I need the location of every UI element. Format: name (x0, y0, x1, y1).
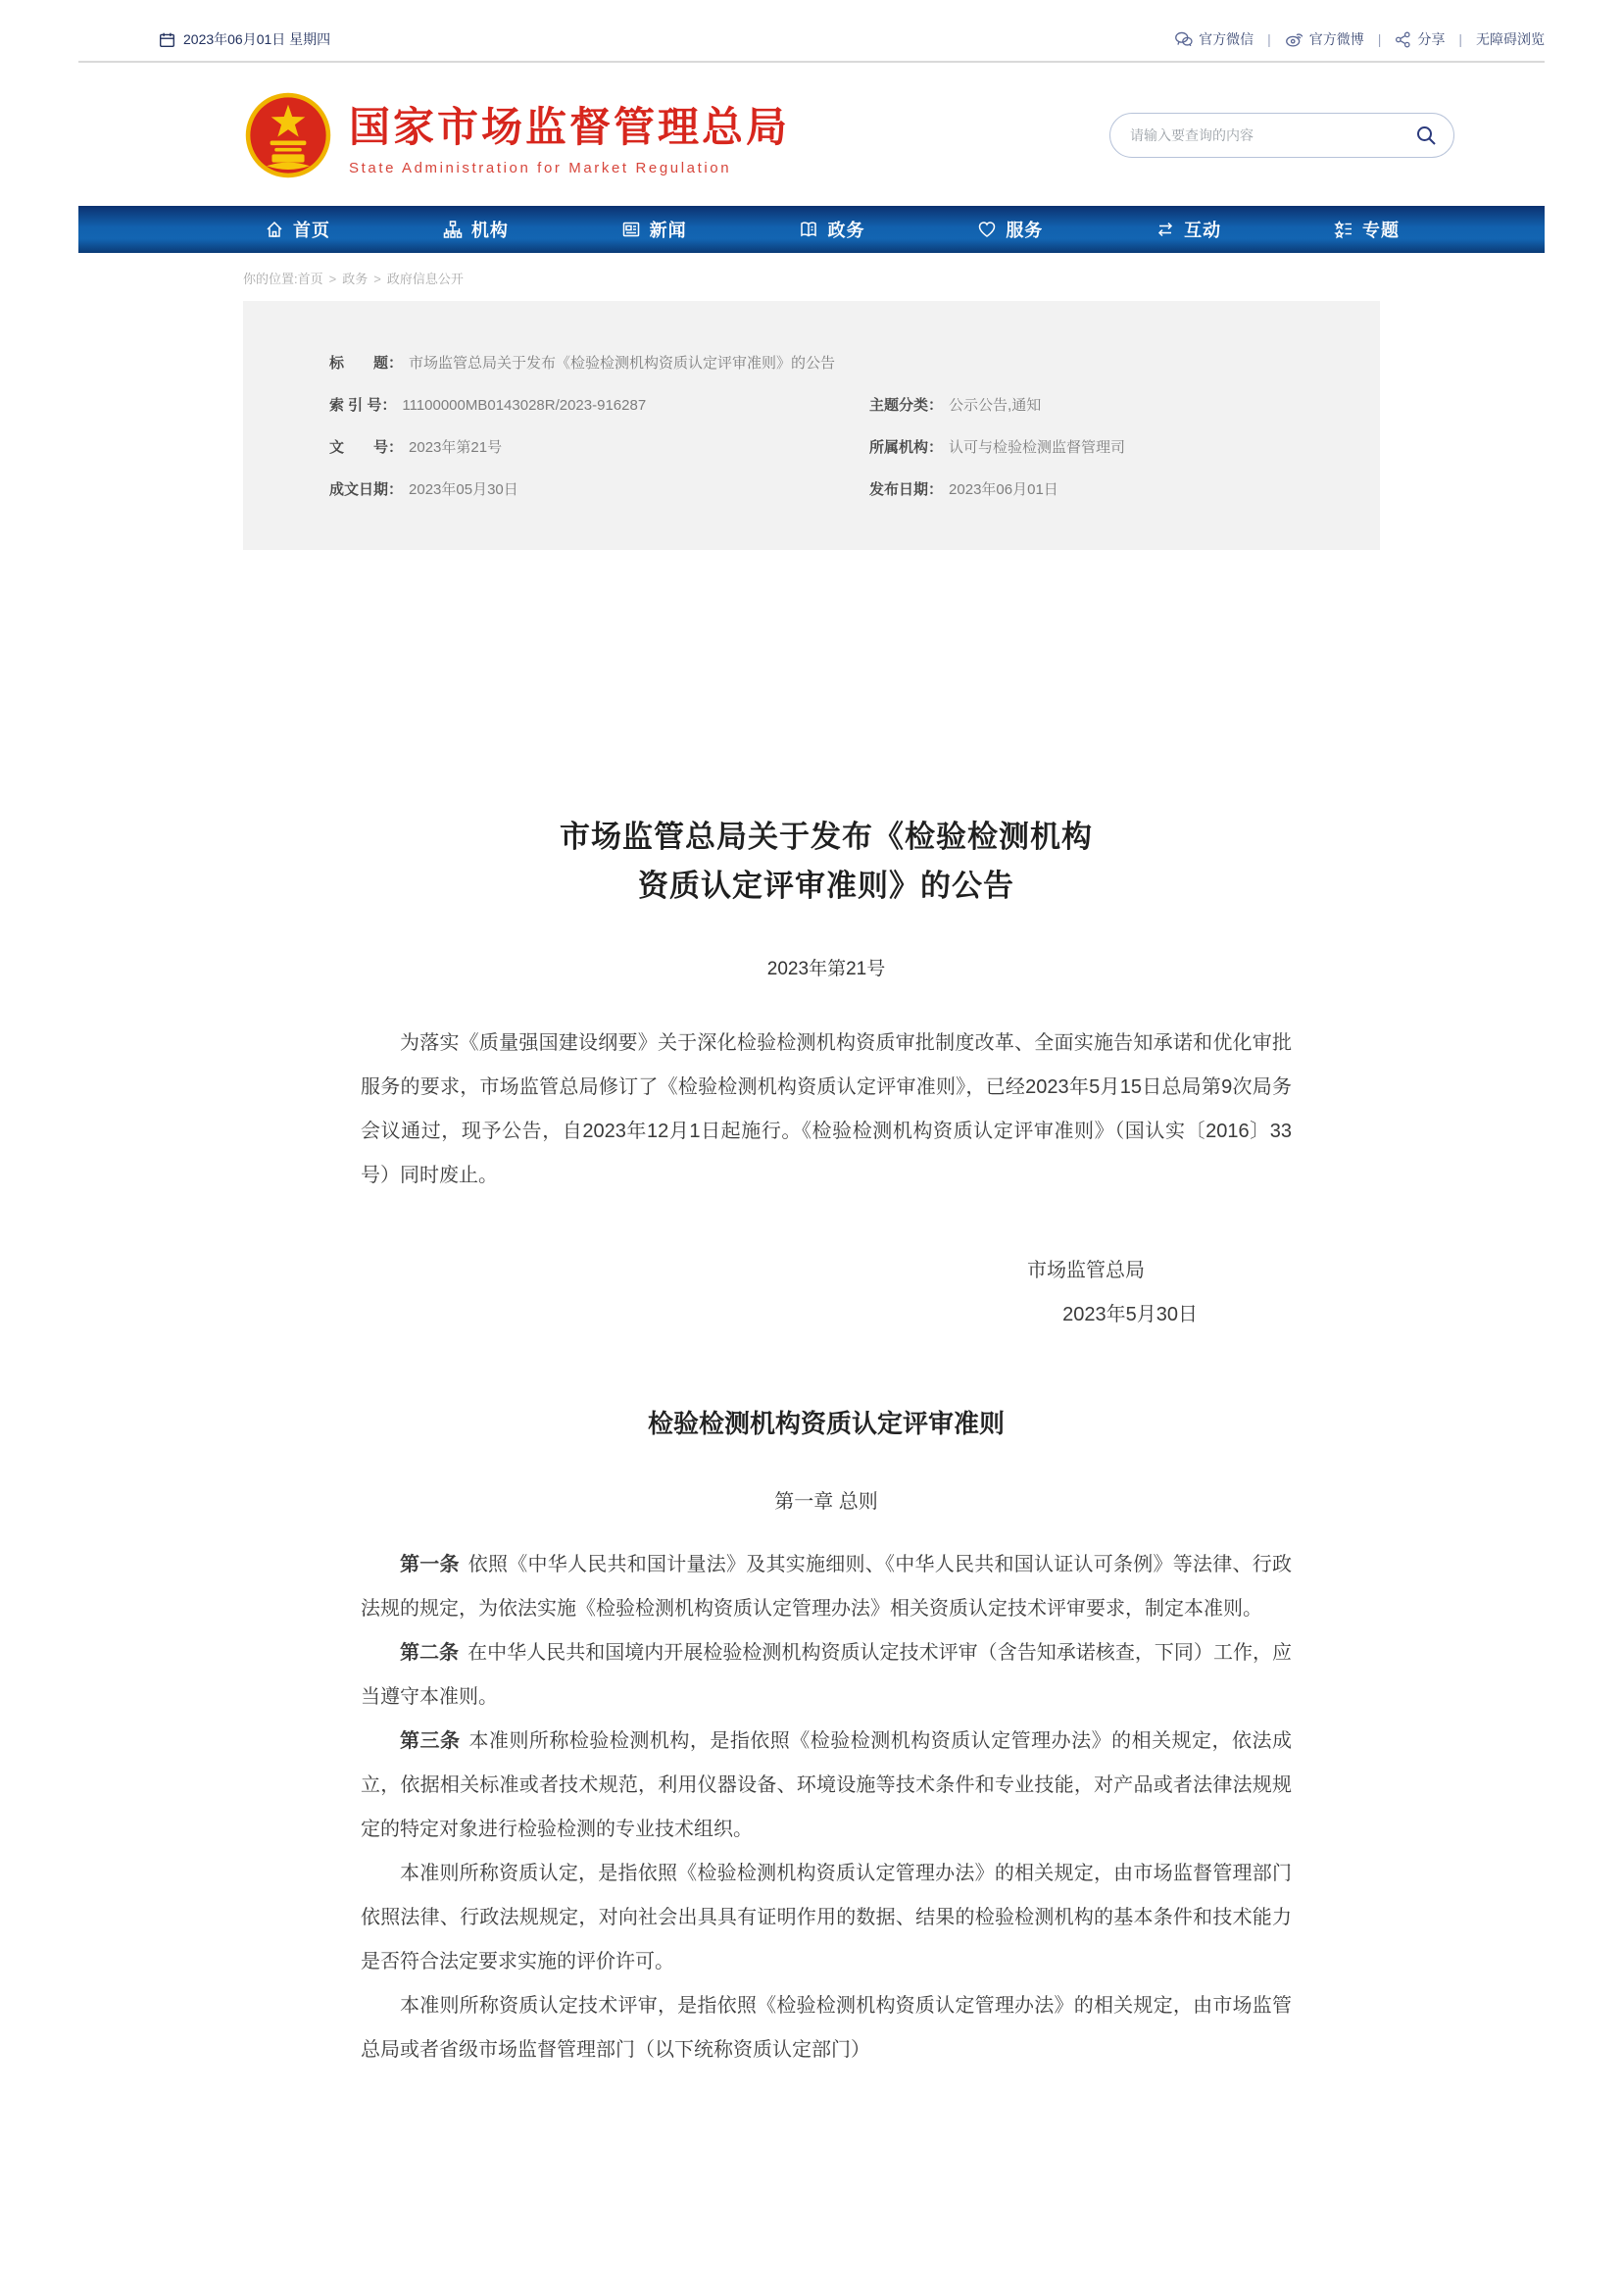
signature-block (361, 1249, 1292, 1337)
top-links (1174, 29, 1545, 49)
meta-index-cell (329, 394, 869, 415)
home-icon (265, 220, 284, 239)
site-header (78, 63, 1545, 206)
site-logo[interactable] (243, 90, 790, 180)
meta-agency-label: 所属机构： (869, 439, 944, 456)
rule-paragraphs (361, 1543, 1292, 2072)
nav-item-home[interactable] (265, 217, 330, 242)
accessibility-link[interactable] (1476, 29, 1545, 49)
meta-written-date-value: 2023年05月30日 (409, 481, 518, 498)
nav-item-gov-affairs[interactable] (799, 217, 864, 242)
wechat-icon (1174, 31, 1193, 47)
document-metadata (243, 301, 1380, 550)
main-navigation (78, 206, 1545, 253)
chapter-title: 第一章 总则 (774, 1491, 878, 1513)
meta-publish-date-cell (869, 478, 1294, 499)
meta-row-docnum (329, 436, 1294, 457)
rule-paragraph-1 (361, 1543, 1292, 1631)
breadcrumb (78, 253, 1545, 301)
meta-category-value: 公示公告,通知 (949, 397, 1042, 414)
official-wechat-link[interactable] (1174, 29, 1254, 49)
star-list-icon (1334, 220, 1353, 239)
nav-label-topics: 专题 (1361, 221, 1400, 240)
article-lead: 第一条 (400, 1554, 460, 1575)
breadcrumb-home[interactable]: 首页 (297, 272, 323, 286)
meta-written-date-cell (329, 478, 869, 499)
announcement-text: 为落实《质量强国建设纲要》关于深化检验检测机构资质审批制度改革、全面实施告知承诺和优化审批服务的要求，市场监管总局修订了《检验检测机构资质认定评审准则》，已经2023年5月15日总局第9次局务会议通过，现予公告，自2023年12月1日起施行。《检验检测机构资质认定评审准则》（国认实〔2016〕33号）同时废止。 (361, 1032, 1292, 1186)
signature-date: 2023年5月30日 (1062, 1304, 1198, 1325)
official-weibo-label: 官方微博 (1308, 31, 1364, 47)
nav-label-org: 机构 (470, 221, 509, 240)
divider: | (1377, 31, 1382, 47)
news-icon (621, 220, 641, 239)
article-text: 本准则所称检验检测机构，是指依照《检验检测机构资质认定管理办法》的相关规定，依法成立，依据相关标准或者技术规范，利用仪器设备、环境设施等技术条件和专业技能，对产品或者法律法规规定的特定对象进行检验检测的专业技术组织。 (361, 1730, 1293, 1840)
meta-docnum-label: 文 号： (329, 439, 404, 456)
calendar-icon (159, 31, 175, 48)
meta-title-value: 市场监管总局关于发布《检验检测机构资质认定评审准则》的公告 (409, 355, 836, 372)
nav-item-org[interactable] (443, 217, 509, 242)
national-emblem-icon (243, 90, 333, 180)
search-button[interactable] (1414, 124, 1438, 147)
article-text: 依照《中华人民共和国计量法》及其实施细则、《中华人民共和国认证认可条例》等法律、行政法规的规定，为依法实施《检验检测机构资质认定管理办法》相关资质认定技术评审要求，制定本准则。 (361, 1554, 1292, 1620)
top-utility-bar (78, 0, 1545, 63)
article-title (361, 813, 1292, 911)
nav-label-interaction: 互动 (1184, 221, 1222, 240)
open-book-icon (799, 220, 818, 239)
share-icon (1395, 31, 1411, 48)
meta-index-label: 索 引 号： (329, 397, 397, 414)
article-text: 在中华人民共和国境内开展检验检测机构资质认定技术评审（含告知承诺核查，下同）工作，应当遵守本准则。 (361, 1642, 1293, 1708)
current-date: 2023年06月01日 星期四 (183, 31, 331, 47)
meta-publish-date-value: 2023年06月01日 (949, 481, 1058, 498)
document-panel (243, 301, 1380, 2072)
article-title-line2: 资质认定评审准则》的公告 (638, 869, 1014, 903)
weibo-icon (1285, 31, 1303, 47)
rule-paragraph-3 (361, 1720, 1292, 1852)
article-body (243, 813, 1380, 2072)
search-box (1109, 113, 1454, 158)
article-text: 本准则所称资质认定技术评审，是指依照《检验检测机构资质认定管理办法》的相关规定，由市场监管总局或者省级市场监督管理部门（以下统称资质认定部门） (361, 1995, 1292, 2061)
meta-title-cell (329, 352, 835, 373)
breadcrumb-separator: > (373, 272, 381, 286)
meta-written-date-label: 成文日期： (329, 481, 404, 498)
heart-icon (977, 220, 997, 239)
breadcrumb-info-disclosure[interactable]: 政府信息公开 (386, 272, 464, 286)
article-text: 本准则所称资质认定，是指依照《检验检测机构资质认定管理办法》的相关规定，由市场监督管理部门依照法律、行政法规规定，对向社会出具具有证明作用的数据、结果的检验检测机构的基本条件和技术能力是否符合法定要求实施的评价许可。 (361, 1863, 1292, 1972)
nav-label-services: 服务 (1006, 221, 1044, 240)
nav-item-interaction[interactable] (1156, 217, 1221, 242)
nav-label-home: 首页 (293, 221, 330, 240)
rule-paragraph-5 (361, 1984, 1292, 2072)
article-title-line1: 市场监管总局关于发布《检验检测机构 (560, 820, 1093, 854)
article-lead: 第三条 (400, 1730, 461, 1752)
article-doc-number: 2023年第21号 (766, 959, 886, 979)
meta-row-dates (329, 478, 1294, 499)
nav-label-gov-affairs: 政务 (827, 221, 865, 240)
meta-title-label: 标 题： (329, 355, 404, 372)
rule-title: 检验检测机构资质认定评审准则 (647, 1409, 1005, 1438)
site-title-cn: 国家市场监督管理总局 (349, 103, 791, 150)
meta-docnum-value: 2023年第21号 (409, 439, 503, 456)
announcement-paragraph (361, 1022, 1292, 1198)
accessibility-label: 无障碍浏览 (1476, 31, 1545, 47)
meta-row-title (329, 352, 1294, 373)
divider: | (1267, 31, 1271, 47)
meta-category-cell (869, 394, 1294, 415)
search-icon (1414, 124, 1438, 147)
meta-row-index (329, 394, 1294, 415)
rule-paragraph-4 (361, 1852, 1292, 1984)
nav-item-services[interactable] (977, 217, 1043, 242)
swap-arrows-icon (1156, 220, 1175, 239)
nav-item-topics[interactable] (1334, 217, 1400, 242)
divider: | (1458, 31, 1462, 47)
meta-publish-date-label: 发布日期： (869, 481, 944, 498)
meta-category-label: 主题分类： (869, 397, 944, 414)
site-title-block (349, 95, 790, 176)
share-link[interactable] (1395, 29, 1445, 49)
meta-index-value: 11100000MB0143028R/2023-916287 (402, 397, 647, 414)
breadcrumb-prefix: 你的位置: (243, 272, 298, 286)
breadcrumb-separator: > (328, 272, 337, 286)
official-weibo-link[interactable] (1285, 29, 1364, 49)
meta-agency-cell (869, 436, 1294, 457)
search-input[interactable] (1130, 127, 1414, 143)
nav-item-news[interactable] (621, 217, 687, 242)
official-wechat-label: 官方微信 (1199, 31, 1254, 47)
nav-label-news: 新闻 (649, 221, 687, 240)
page-container (78, 0, 1545, 2072)
breadcrumb-gov-affairs[interactable]: 政务 (342, 272, 369, 286)
meta-docnum-cell (329, 436, 869, 457)
site-title-en: State Administration for Market Regulation (349, 159, 732, 176)
meta-agency-value: 认可与检验检测监督管理司 (949, 439, 1126, 456)
rule-paragraph-2 (361, 1631, 1292, 1720)
signature-name: 市场监管总局 (1027, 1260, 1145, 1281)
date-display (78, 29, 330, 49)
article-lead: 第二条 (400, 1642, 460, 1664)
share-label: 分享 (1417, 31, 1446, 47)
org-chart-icon (443, 220, 463, 239)
